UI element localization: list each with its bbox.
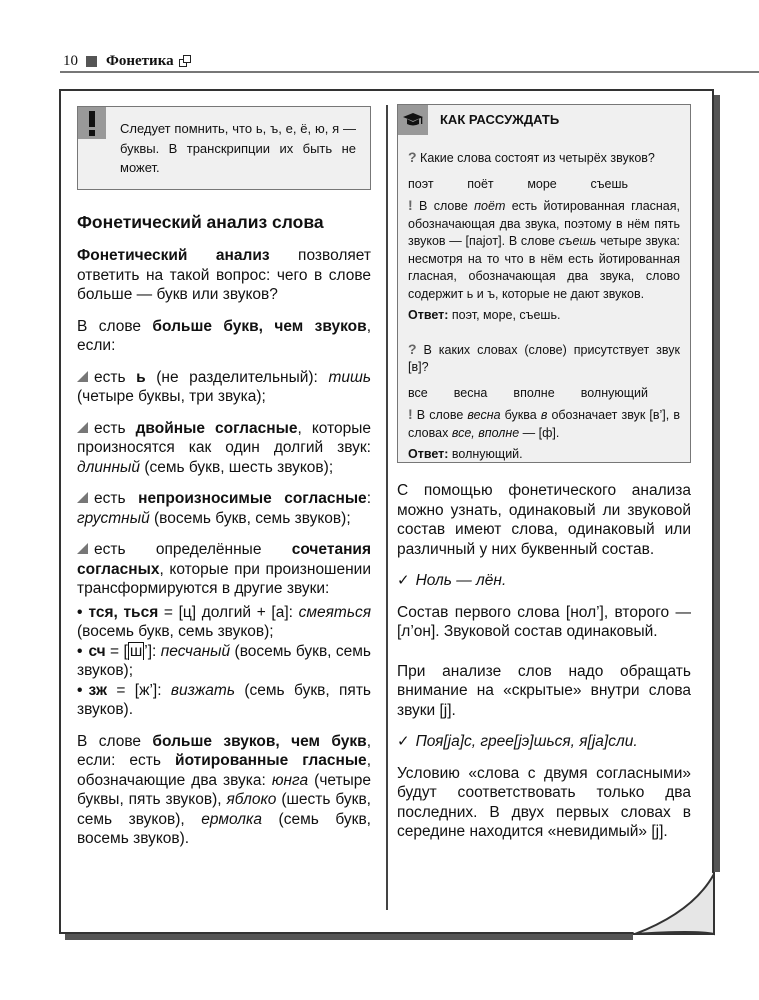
list-item-soft-sign: есть ь (не разделительный): тишь (четыре буквы, три звука); (77, 368, 371, 405)
word: вполне (513, 385, 555, 400)
word-list-1 (408, 176, 628, 194)
reasoning-box (397, 104, 691, 463)
reasoning-title: КАК РАССУЖДАТЬ (440, 112, 560, 128)
sub-item-tsya: • тся, ться = [ц] долгий + [а]: смеяться (восемь букв, семь звуков); (77, 603, 371, 640)
header-square-icon (86, 56, 97, 67)
word: все (408, 385, 428, 400)
list-item-double-consonants: есть двойные согласные, которые произносятся как один долгий звук: длинный (семь букв, шесть звуков); (77, 419, 371, 476)
right-paragraph-4: Условию «слова с двумя согласными» будут соответствовать только два последних. В двух первых словах в середине находится «невидимый» [j]. (397, 764, 691, 840)
page-header (63, 52, 191, 70)
word: весна (453, 385, 488, 400)
question-mark-icon: ? (408, 340, 417, 357)
right-paragraph-3: При анализе слов надо обращать внимание на «скрытые» внутри слова звуки [j]. (397, 662, 691, 719)
exclamation-mark-icon: ! (408, 197, 413, 213)
intro-paragraph: Фонетический анализ позволяет ответить на такой вопрос: чего в слове больше — букв или звуков? (77, 247, 371, 303)
word: поэт (408, 176, 434, 191)
word: съешь (590, 176, 628, 191)
left-column (77, 104, 371, 849)
reasoning-header (398, 105, 559, 135)
dot-bullet-icon: • (77, 681, 83, 699)
right-column (397, 104, 691, 842)
more-letters-paragraph: В слове больше букв, чем звуков, если: (77, 317, 371, 354)
answer-2: Ответ: волнующий. (408, 447, 523, 461)
sub-item-sch: • сч = [ ш ’]: песчаный (восемь букв, семь звуков); (77, 642, 371, 679)
section-icon (179, 55, 191, 67)
word: море (527, 176, 557, 191)
sub-item-zzh: • зж = [ж’]: визжать (семь букв, пять звуков). (77, 681, 371, 718)
section-title: Фонетика (106, 52, 174, 69)
answer-1: Ответ: поэт, море, съешь. (408, 308, 561, 322)
checkmark-icon: ✓ (397, 733, 410, 750)
header-rule (60, 71, 759, 73)
column-divider (386, 105, 388, 910)
list-item-consonant-clusters: есть определённые сочетания согласных, которые при произношении трансформируются в другие звуки: (77, 541, 371, 597)
note-text: Следует помнить, что ь, ъ, е, ё, ю, я — буквы. В транскрипции их быть не может. (120, 121, 356, 175)
example-1: ✓ Ноль — лён. (397, 572, 507, 589)
more-sounds-paragraph: В слове больше звуков, чем букв, если: есть йотированные гласные, обозначающие два звука: юнга (четыре буквы, пять звуков), яблоко (шесть букв, семь звуков), ермолка (семь букв, восемь звуков). (77, 732, 371, 847)
graduation-cap-icon (398, 105, 428, 135)
exclamation-mark-icon: ! (408, 406, 413, 422)
triangle-bullet-icon (77, 371, 88, 382)
right-paragraph-1: С помощью фонетического анализа можно узнать, одинаковый ли звуковой состав имеют слова, одинаковый или различный у них буквенный состав. (397, 482, 691, 558)
page-curl-icon (633, 872, 723, 942)
question-mark-icon: ? (408, 149, 417, 165)
dot-bullet-icon: • (77, 642, 83, 660)
example-2: ✓ Поя[ja]с, грее[jэ]шься, я[ja]сли. (397, 733, 638, 750)
right-paragraph-2: Состав первого слова [нол’], второго — [л’он]. Звуковой состав одинаковый. (397, 603, 691, 640)
word-list-2 (408, 385, 648, 403)
question-1: ? Какие слова состоят из четырёх звуков? (408, 149, 655, 165)
checkmark-icon: ✓ (397, 572, 410, 589)
word: поёт (467, 176, 494, 191)
section-heading: Фонетический анализ слова (77, 212, 324, 232)
reasoning-body (408, 149, 680, 464)
exclamation-icon (78, 107, 106, 139)
explanation-2: ! В слове весна буква в обозначает звук [в’], в словах все, вполне — [ф]. (408, 406, 680, 440)
note-box (77, 106, 371, 190)
dot-bullet-icon: • (77, 603, 83, 621)
triangle-bullet-icon (77, 543, 88, 554)
triangle-bullet-icon (77, 492, 88, 503)
list-item-silent-consonants: есть непроизносимые согласные: грустный (восемь букв, семь звуков); (77, 490, 371, 527)
triangle-bullet-icon (77, 422, 88, 433)
word: волнующий (580, 385, 648, 400)
question-2: ? В каких словах (слове) присутствует звук [в]? (408, 340, 680, 374)
explanation-1: ! В слове поёт есть йотированная гласная, обозначающая два звука, поэтому в нём пять звуков — [пajoт]. В слове съешь четыре звука: несмотря на то что в нём есть йотированная гласная, обозначающая два звука, слово содержит ь и ъ, которые не дают звуков. (408, 197, 680, 301)
page-number: 10 (63, 52, 78, 69)
